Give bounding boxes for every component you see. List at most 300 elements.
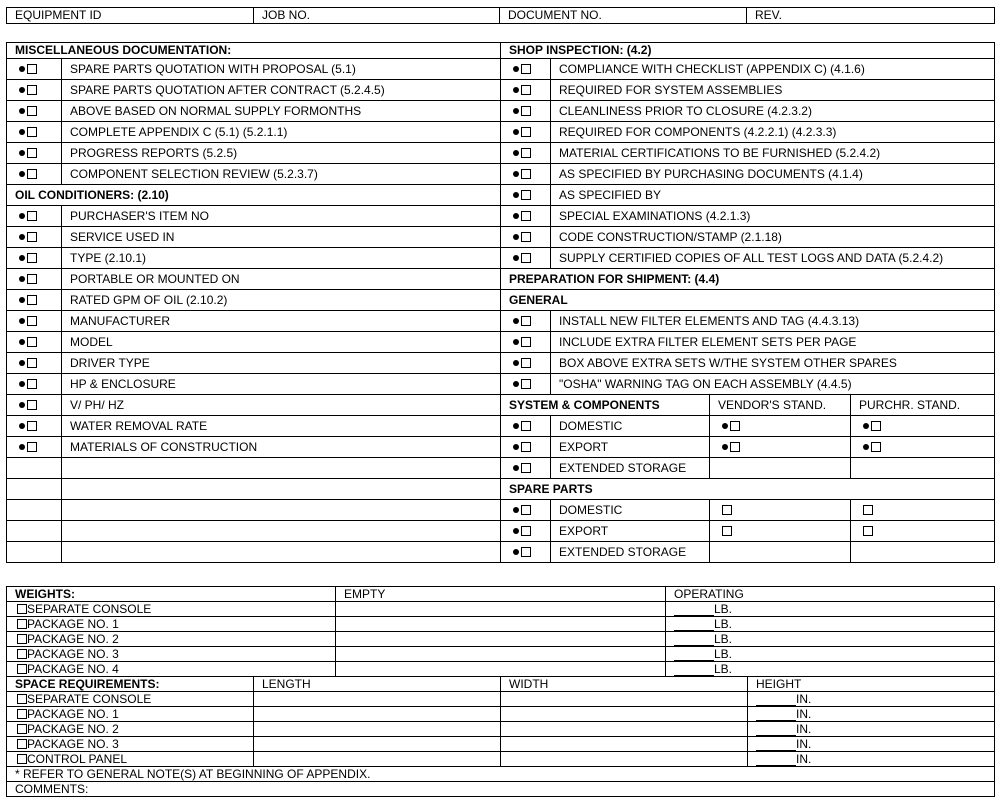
form-row — [7, 59, 995, 80]
purchr-checkbox-cell[interactable] — [851, 500, 995, 521]
checkbox[interactable] — [27, 379, 37, 389]
checkbox[interactable] — [17, 604, 27, 614]
checkbox[interactable] — [521, 526, 531, 536]
form-row — [7, 521, 995, 542]
operating-blank[interactable] — [674, 619, 714, 631]
section-title: OIL CONDITIONERS: (2.10) — [7, 185, 501, 206]
checkbox[interactable] — [521, 127, 531, 137]
space-item[interactable] — [7, 707, 254, 722]
form-row — [7, 752, 995, 767]
rev-field[interactable]: REV. — [747, 8, 995, 24]
checkbox-cell[interactable] — [501, 185, 551, 206]
space-item-label: PACKAGE NO. 2 — [27, 721, 119, 736]
item-label: EXTENDED STORAGE — [551, 542, 710, 563]
checkbox[interactable] — [17, 619, 27, 629]
checkbox[interactable] — [521, 85, 531, 95]
space-item[interactable] — [7, 692, 254, 707]
checkbox[interactable] — [521, 148, 531, 158]
checkbox[interactable] — [27, 442, 37, 452]
comments-field[interactable]: COMMENTS: — [7, 782, 995, 797]
item-label: DRIVER TYPE — [62, 353, 501, 374]
checkbox-cell[interactable] — [7, 80, 62, 101]
bullet-icon — [513, 192, 519, 198]
height-blank[interactable] — [756, 724, 796, 736]
empty-value[interactable] — [336, 647, 666, 662]
item-label: DOMESTIC — [551, 500, 710, 521]
checkbox[interactable] — [17, 739, 27, 749]
checkbox-cell[interactable] — [7, 353, 62, 374]
checkbox[interactable] — [17, 649, 27, 659]
checkbox-cell[interactable] — [7, 374, 62, 395]
bullet-icon — [513, 150, 519, 156]
length-value[interactable] — [254, 707, 501, 722]
checkbox-cell[interactable] — [501, 332, 551, 353]
item-label: MATERIAL CERTIFICATIONS TO BE FURNISHED (5.2.4.2) — [551, 143, 995, 164]
purchr-checkbox-cell — [851, 458, 995, 479]
checkbox[interactable] — [27, 358, 37, 368]
height-blank[interactable] — [756, 739, 796, 751]
bullet-icon — [19, 444, 25, 450]
checkbox-cell[interactable] — [7, 101, 62, 122]
bullet-icon — [19, 66, 25, 72]
width-value[interactable] — [501, 737, 748, 752]
form-row — [7, 311, 995, 332]
item-label: SPARE PARTS QUOTATION AFTER CONTRACT (5.2.4.5) — [62, 80, 501, 101]
space-item[interactable] — [7, 752, 254, 767]
blank-cell — [62, 500, 501, 521]
bullet-icon — [19, 213, 25, 219]
space-item-label: PACKAGE NO. 1 — [27, 706, 119, 721]
checkbox[interactable] — [871, 421, 881, 431]
bullet-icon — [863, 423, 869, 429]
purchr-stand-header: PURCHR. STAND. — [851, 395, 995, 416]
lb-unit: LB. — [714, 661, 733, 676]
vendor-checkbox-cell[interactable] — [710, 521, 851, 542]
item-label: SUPPLY CERTIFIED COPIES OF ALL TEST LOGS AND DATA (5.2.4.2) — [551, 248, 995, 269]
checkbox[interactable] — [27, 295, 37, 305]
bullet-icon — [513, 528, 519, 534]
bullet-icon — [19, 318, 25, 324]
bullet-icon — [513, 339, 519, 345]
checkbox[interactable] — [17, 724, 27, 734]
form-row — [7, 374, 995, 395]
item-label: MATERIALS OF CONSTRUCTION — [62, 437, 501, 458]
item-label: INSTALL NEW FILTER ELEMENTS AND TAG (4.4.3.13) — [551, 311, 995, 332]
item-label: DOMESTIC — [551, 416, 710, 437]
checkbox-cell[interactable] — [7, 332, 62, 353]
length-header: LENGTH — [254, 677, 501, 692]
checkbox[interactable] — [521, 337, 531, 347]
space-item-label: SEPARATE CONSOLE — [27, 691, 152, 706]
checkbox-cell[interactable] — [501, 311, 551, 332]
form-row — [7, 43, 995, 59]
lb-unit: LB. — [714, 646, 733, 661]
width-value[interactable] — [501, 692, 748, 707]
bullet-icon — [19, 423, 25, 429]
form-row — [7, 101, 995, 122]
weight-item[interactable] — [7, 647, 336, 662]
checkbox[interactable] — [521, 547, 531, 557]
checkbox-cell[interactable] — [7, 206, 62, 227]
checkbox-cell[interactable] — [501, 164, 551, 185]
bullet-icon — [513, 381, 519, 387]
vendor-checkbox-cell[interactable] — [710, 416, 851, 437]
checkbox[interactable] — [730, 442, 740, 452]
checkbox-cell[interactable] — [501, 500, 551, 521]
bullet-icon — [19, 255, 25, 261]
checkbox[interactable] — [730, 421, 740, 431]
checkbox[interactable] — [722, 505, 732, 515]
form-row — [7, 500, 995, 521]
blank-cell — [62, 542, 501, 563]
checkbox[interactable] — [27, 253, 37, 263]
checkbox[interactable] — [27, 421, 37, 431]
item-label: SPECIAL EXAMINATIONS (4.2.1.3) — [551, 206, 995, 227]
checkbox-cell[interactable] — [501, 101, 551, 122]
checkbox[interactable] — [863, 526, 873, 536]
vendor-checkbox-cell[interactable] — [710, 437, 851, 458]
lb-unit: LB. — [714, 616, 733, 631]
checkbox[interactable] — [521, 64, 531, 74]
header-table — [6, 7, 995, 24]
form-row — [7, 353, 995, 374]
weight-item[interactable] — [7, 662, 336, 677]
checkbox[interactable] — [27, 169, 37, 179]
weight-item-label: PACKAGE NO. 4 — [27, 661, 119, 676]
checkbox[interactable] — [17, 664, 27, 674]
checkbox[interactable] — [521, 232, 531, 242]
checkbox[interactable] — [521, 106, 531, 116]
checkbox[interactable] — [521, 421, 531, 431]
operating-value[interactable] — [666, 632, 995, 647]
bullet-icon — [513, 234, 519, 240]
item-label: HP & ENCLOSURE — [62, 374, 501, 395]
form-row — [7, 662, 995, 677]
checkbox-cell[interactable] — [501, 59, 551, 80]
height-blank[interactable] — [756, 709, 796, 721]
height-value[interactable] — [748, 722, 995, 737]
checkbox-cell[interactable] — [501, 458, 551, 479]
checkbox[interactable] — [17, 634, 27, 644]
in-unit: IN. — [796, 736, 812, 751]
form-row — [7, 677, 995, 692]
form-row — [7, 80, 995, 101]
checkbox-cell[interactable] — [501, 353, 551, 374]
form-row — [7, 248, 995, 269]
weight-item[interactable] — [7, 632, 336, 647]
item-label: INCLUDE EXTRA FILTER ELEMENT SETS PER PAGE — [551, 332, 995, 353]
checkbox[interactable] — [27, 232, 37, 242]
item-label: PURCHASER'S ITEM NO — [62, 206, 501, 227]
checkbox-cell[interactable] — [501, 542, 551, 563]
form-row — [7, 737, 995, 752]
form-row — [7, 269, 995, 290]
item-label: MANUFACTURER — [62, 311, 501, 332]
checkbox-cell[interactable] — [7, 59, 62, 80]
bullet-icon — [513, 549, 519, 555]
width-value[interactable] — [501, 707, 748, 722]
purchr-checkbox-cell[interactable] — [851, 416, 995, 437]
bullet-icon — [722, 423, 728, 429]
purchr-checkbox-cell — [851, 542, 995, 563]
form-row — [7, 206, 995, 227]
length-value[interactable] — [254, 752, 501, 767]
blank-cell — [7, 521, 62, 542]
checkbox-cell[interactable] — [7, 416, 62, 437]
bullet-icon — [513, 108, 519, 114]
length-value[interactable] — [254, 737, 501, 752]
section-title: GENERAL — [501, 290, 995, 311]
item-label: EXPORT — [551, 437, 710, 458]
in-unit: IN. — [796, 706, 812, 721]
blank-cell — [7, 479, 62, 500]
checkbox-cell[interactable] — [7, 437, 62, 458]
height-value[interactable] — [748, 692, 995, 707]
item-label: PORTABLE OR MOUNTED ON — [62, 269, 501, 290]
equipment-id-field[interactable]: EQUIPMENT ID — [7, 8, 254, 24]
item-label: AS SPECIFIED BY — [551, 185, 995, 206]
checkbox-cell[interactable] — [501, 206, 551, 227]
checkbox[interactable] — [521, 505, 531, 515]
form-row — [7, 617, 995, 632]
checkbox-cell[interactable] — [501, 437, 551, 458]
item-label: ABOVE BASED ON NORMAL SUPPLY FORMONTHS — [62, 101, 501, 122]
bullet-icon — [513, 171, 519, 177]
vendor-checkbox-cell — [710, 542, 851, 563]
item-label: BOX ABOVE EXTRA SETS W/THE SYSTEM OTHER SPARES — [551, 353, 995, 374]
checkbox-cell[interactable] — [7, 395, 62, 416]
space-item[interactable] — [7, 737, 254, 752]
section-title: SHOP INSPECTION: (4.2) — [501, 43, 995, 59]
checkbox[interactable] — [863, 505, 873, 515]
checkbox[interactable] — [27, 127, 37, 137]
checkbox[interactable] — [27, 274, 37, 284]
bullet-icon — [513, 129, 519, 135]
checkbox[interactable] — [871, 442, 881, 452]
form-row — [7, 227, 995, 248]
item-label: WATER REMOVAL RATE — [62, 416, 501, 437]
form-row — [7, 602, 995, 617]
space-title: SPACE REQUIREMENTS: — [7, 677, 254, 692]
checkbox[interactable] — [722, 526, 732, 536]
checkbox[interactable] — [27, 400, 37, 410]
checkbox[interactable] — [521, 358, 531, 368]
length-value[interactable] — [254, 722, 501, 737]
form-row — [7, 416, 995, 437]
bullet-icon — [19, 276, 25, 282]
checkbox[interactable] — [521, 463, 531, 473]
height-value[interactable] — [748, 737, 995, 752]
checkbox-cell[interactable] — [501, 80, 551, 101]
checkbox-cell[interactable] — [7, 122, 62, 143]
width-value[interactable] — [501, 722, 748, 737]
bullet-icon — [513, 318, 519, 324]
operating-value[interactable] — [666, 647, 995, 662]
weight-item-label: PACKAGE NO. 3 — [27, 646, 119, 661]
item-label: REQUIRED FOR SYSTEM ASSEMBLIES — [551, 80, 995, 101]
form-row — [7, 632, 995, 647]
height-header: HEIGHT — [748, 677, 995, 692]
in-unit: IN. — [796, 751, 812, 766]
item-label: EXPORT — [551, 521, 710, 542]
checkbox[interactable] — [27, 85, 37, 95]
checkbox-cell[interactable] — [7, 269, 62, 290]
bullet-icon — [19, 234, 25, 240]
space-item-label: CONTROL PANEL — [27, 751, 128, 766]
vendor-stand-header: VENDOR'S STAND. — [710, 395, 851, 416]
height-blank[interactable] — [756, 694, 796, 706]
bullet-icon — [513, 87, 519, 93]
space-item-label: PACKAGE NO. 3 — [27, 736, 119, 751]
checkbox-cell[interactable] — [7, 290, 62, 311]
item-label: COMPLETE APPENDIX C (5.1) (5.2.1.1) — [62, 122, 501, 143]
form-row — [7, 542, 995, 563]
checkbox-cell[interactable] — [7, 248, 62, 269]
bullet-icon — [19, 297, 25, 303]
checkbox[interactable] — [27, 337, 37, 347]
bullet-icon — [863, 444, 869, 450]
item-label: PROGRESS REPORTS (5.2.5) — [62, 143, 501, 164]
checkbox[interactable] — [17, 709, 27, 719]
blank-cell — [7, 542, 62, 563]
length-value[interactable] — [254, 692, 501, 707]
in-unit: IN. — [796, 691, 812, 706]
weight-item[interactable] — [7, 617, 336, 632]
checkbox[interactable] — [521, 316, 531, 326]
checkbox[interactable] — [27, 211, 37, 221]
bullet-icon — [513, 465, 519, 471]
bullet-icon — [513, 360, 519, 366]
bullet-icon — [19, 339, 25, 345]
checkbox-cell[interactable] — [501, 416, 551, 437]
form-row — [7, 143, 995, 164]
operating-blank[interactable] — [674, 604, 714, 616]
width-header: WIDTH — [501, 677, 748, 692]
item-label: COMPLIANCE WITH CHECKLIST (APPENDIX C) (4.1.6) — [551, 59, 995, 80]
empty-value[interactable] — [336, 632, 666, 647]
bullet-icon — [19, 381, 25, 387]
job-no-field[interactable]: JOB NO. — [254, 8, 500, 24]
operating-blank[interactable] — [674, 649, 714, 661]
document-no-field[interactable]: DOCUMENT NO. — [500, 8, 747, 24]
checkbox[interactable] — [521, 253, 531, 263]
form-row — [7, 692, 995, 707]
purchr-checkbox-cell[interactable] — [851, 521, 995, 542]
bullet-icon — [19, 108, 25, 114]
empty-value[interactable] — [336, 602, 666, 617]
checkbox-cell[interactable] — [501, 122, 551, 143]
checkbox-cell[interactable] — [501, 248, 551, 269]
checkbox-cell[interactable] — [7, 227, 62, 248]
form-row — [7, 707, 995, 722]
operating-blank[interactable] — [674, 634, 714, 646]
weight-item-label: PACKAGE NO. 1 — [27, 616, 119, 631]
checkbox-cell[interactable] — [7, 311, 62, 332]
checkbox[interactable] — [521, 379, 531, 389]
section-title: MISCELLANEOUS DOCUMENTATION: — [7, 43, 501, 59]
form-row — [7, 395, 995, 416]
checkbox-cell[interactable] — [501, 374, 551, 395]
weights-table — [6, 586, 995, 797]
checkbox[interactable] — [521, 190, 531, 200]
checkbox-cell[interactable] — [501, 227, 551, 248]
height-value[interactable] — [748, 707, 995, 722]
form-row — [7, 164, 995, 185]
checkbox[interactable] — [17, 694, 27, 704]
checkbox[interactable] — [27, 316, 37, 326]
blank-cell — [62, 458, 501, 479]
general-note: * REFER TO GENERAL NOTE(S) AT BEGINNING OF APPENDIX. — [7, 767, 995, 782]
checkbox-cell[interactable] — [7, 164, 62, 185]
space-item[interactable] — [7, 722, 254, 737]
checkbox[interactable] — [17, 754, 27, 764]
operating-value[interactable] — [666, 662, 995, 677]
bullet-icon — [19, 150, 25, 156]
vendor-checkbox-cell[interactable] — [710, 500, 851, 521]
height-blank[interactable] — [756, 754, 796, 766]
lb-unit: LB. — [714, 631, 733, 646]
form-row — [7, 782, 995, 797]
empty-value[interactable] — [336, 662, 666, 677]
bullet-icon — [19, 402, 25, 408]
item-label: CLEANLINESS PRIOR TO CLOSURE (4.2.3.2) — [551, 101, 995, 122]
checkbox-cell[interactable] — [501, 143, 551, 164]
checkbox[interactable] — [521, 211, 531, 221]
form-row — [7, 290, 995, 311]
weight-item[interactable] — [7, 602, 336, 617]
item-label: RATED GPM OF OIL (2.10.2) — [62, 290, 501, 311]
operating-header: OPERATING — [666, 587, 995, 602]
item-label: V/ PH/ HZ — [62, 395, 501, 416]
checkbox[interactable] — [521, 169, 531, 179]
purchr-checkbox-cell[interactable] — [851, 437, 995, 458]
spare-parts-title: SPARE PARTS — [501, 479, 995, 500]
item-label: CODE CONSTRUCTION/STAMP (2.1.18) — [551, 227, 995, 248]
checkbox[interactable] — [27, 64, 37, 74]
checkbox[interactable] — [521, 442, 531, 452]
bullet-icon — [19, 129, 25, 135]
operating-value[interactable] — [666, 602, 995, 617]
checkbox[interactable] — [27, 148, 37, 158]
operating-value[interactable] — [666, 617, 995, 632]
checkbox-cell[interactable] — [7, 143, 62, 164]
height-value[interactable] — [748, 752, 995, 767]
bullet-icon — [513, 444, 519, 450]
item-label: SERVICE USED IN — [62, 227, 501, 248]
form-row — [7, 587, 995, 602]
item-label: EXTENDED STORAGE — [551, 458, 710, 479]
bullet-icon — [513, 255, 519, 261]
form-row — [7, 722, 995, 737]
item-label: "OSHA" WARNING TAG ON EACH ASSEMBLY (4.4.5) — [551, 374, 995, 395]
empty-value[interactable] — [336, 617, 666, 632]
width-value[interactable] — [501, 752, 748, 767]
empty-header: EMPTY — [336, 587, 666, 602]
lb-unit: LB. — [714, 601, 733, 616]
section-title: PREPARATION FOR SHIPMENT: (4.4) — [501, 269, 995, 290]
blank-cell — [62, 479, 501, 500]
bullet-icon — [513, 66, 519, 72]
weight-item-label: PACKAGE NO. 2 — [27, 631, 119, 646]
in-unit: IN. — [796, 721, 812, 736]
bullet-icon — [513, 507, 519, 513]
item-label: COMPONENT SELECTION REVIEW (5.2.3.7) — [62, 164, 501, 185]
checkbox-cell[interactable] — [501, 521, 551, 542]
checkbox[interactable] — [27, 106, 37, 116]
bullet-icon — [513, 213, 519, 219]
form-row — [7, 437, 995, 458]
operating-blank[interactable] — [674, 664, 714, 676]
